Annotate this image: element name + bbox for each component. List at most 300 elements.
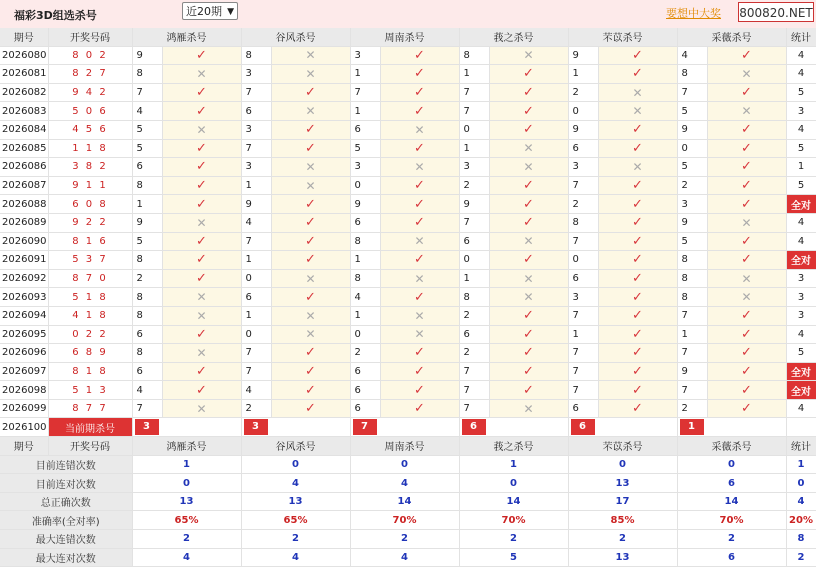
cross-icon: ✕ — [380, 120, 459, 139]
summary-row — [0, 530, 816, 549]
check-icon: ✓ — [707, 158, 786, 177]
kill-number-cell: 2 — [132, 269, 162, 288]
check-icon: ✓ — [271, 195, 350, 214]
check-icon: ✓ — [162, 381, 241, 400]
kill-number-cell: 0 — [677, 139, 707, 158]
stat-cell: 4 — [786, 65, 816, 84]
cross-icon: ✕ — [707, 288, 786, 307]
period-cell: 2026084 — [0, 120, 48, 139]
cross-icon: ✕ — [489, 288, 568, 307]
cross-icon: ✕ — [489, 399, 568, 418]
summary-value: 13 — [568, 548, 677, 567]
cross-icon: ✕ — [271, 269, 350, 288]
kill-number-cell: 3 — [677, 195, 707, 214]
summary-value: 2 — [350, 530, 459, 549]
table-row — [0, 269, 816, 288]
column-header-stat: 统计 — [786, 437, 816, 456]
cross-icon: ✕ — [380, 306, 459, 325]
kill-number-cell: 3 — [241, 120, 271, 139]
period-cell: 2026085 — [0, 139, 48, 158]
cross-icon: ✕ — [271, 46, 350, 65]
kill-number-cell: 9 — [459, 195, 489, 214]
cross-icon: ✕ — [271, 176, 350, 195]
current-kill-cell — [241, 418, 350, 437]
summary-label: 最大连对次数 — [0, 548, 132, 567]
check-icon: ✓ — [598, 46, 677, 65]
kill-number-cell: 0 — [459, 120, 489, 139]
check-icon: ✓ — [489, 251, 568, 270]
period-cell: 2026096 — [0, 344, 48, 363]
summary-label: 最大连错次数 — [0, 530, 132, 549]
summary-value: 70% — [459, 511, 568, 530]
kill-number-cell: 0 — [568, 251, 598, 270]
kill-number-cell: 7 — [241, 362, 271, 381]
draw-number-cell: 8 7 7 — [48, 399, 132, 418]
cross-icon: ✕ — [489, 46, 568, 65]
kill-number-cell: 8 — [677, 251, 707, 270]
kill-number-cell: 2 — [350, 344, 380, 363]
check-icon: ✓ — [162, 269, 241, 288]
check-icon: ✓ — [271, 399, 350, 418]
kill-number-cell: 2 — [568, 83, 598, 102]
check-icon: ✓ — [707, 195, 786, 214]
current-kill-badge: 1 — [680, 419, 704, 435]
stat-cell: 4 — [786, 232, 816, 251]
draw-number-cell: 9 1 1 — [48, 176, 132, 195]
kill-number-cell: 1 — [459, 139, 489, 158]
summary-row — [0, 548, 816, 567]
kill-number-cell: 7 — [241, 344, 271, 363]
check-icon: ✓ — [489, 306, 568, 325]
kill-number-cell: 7 — [568, 362, 598, 381]
kill-number-cell: 7 — [677, 381, 707, 400]
check-icon: ✓ — [380, 176, 459, 195]
check-icon: ✓ — [380, 288, 459, 307]
kill-number-cell: 6 — [132, 362, 162, 381]
check-icon: ✓ — [707, 46, 786, 65]
cross-icon: ✕ — [271, 158, 350, 177]
kill-number-cell: 9 — [568, 46, 598, 65]
stat-cell: 1 — [786, 158, 816, 177]
check-icon: ✓ — [489, 195, 568, 214]
kill-number-cell: 8 — [459, 288, 489, 307]
kill-number-cell: 6 — [350, 399, 380, 418]
cross-icon: ✕ — [707, 65, 786, 84]
check-icon: ✓ — [598, 399, 677, 418]
kill-number-cell: 6 — [350, 213, 380, 232]
cross-icon: ✕ — [162, 65, 241, 84]
summary-value: 14 — [350, 492, 459, 511]
kill-number-cell: 7 — [241, 139, 271, 158]
table-row — [0, 102, 816, 121]
column-header-kill: 采薇杀号 — [677, 437, 786, 456]
summary-value: 4 — [350, 474, 459, 493]
kill-number-cell: 5 — [677, 102, 707, 121]
summary-value: 85% — [568, 511, 677, 530]
kill-number-cell: 1 — [350, 306, 380, 325]
table-row — [0, 139, 816, 158]
period-cell: 2026093 — [0, 288, 48, 307]
cross-icon: ✕ — [598, 83, 677, 102]
summary-value: 0 — [132, 474, 241, 493]
summary-value: 2 — [241, 530, 350, 549]
check-icon: ✓ — [162, 176, 241, 195]
table-row — [0, 399, 816, 418]
current-kill-cell — [350, 418, 459, 437]
check-icon: ✓ — [162, 139, 241, 158]
summary-value: 4 — [241, 548, 350, 567]
cross-icon: ✕ — [489, 232, 568, 251]
draw-number-cell: 5 1 8 — [48, 288, 132, 307]
check-icon: ✓ — [598, 232, 677, 251]
period-cell: 2026091 — [0, 251, 48, 270]
kill-number-cell: 7 — [459, 102, 489, 121]
check-icon: ✓ — [271, 251, 350, 270]
kill-number-cell: 9 — [241, 195, 271, 214]
column-header-kill: 芣苡杀号 — [568, 28, 677, 46]
period-select[interactable] — [182, 2, 238, 20]
kill-number-cell: 6 — [568, 269, 598, 288]
kill-number-cell: 2 — [677, 399, 707, 418]
table-row — [0, 306, 816, 325]
kill-number-cell: 9 — [568, 120, 598, 139]
kill-number-cell: 7 — [568, 232, 598, 251]
check-icon: ✓ — [271, 213, 350, 232]
column-header-kill: 鸿雁杀号 — [132, 28, 241, 46]
cross-icon: ✕ — [380, 158, 459, 177]
kill-number-cell: 2 — [677, 176, 707, 195]
table-row — [0, 176, 816, 195]
check-icon: ✓ — [271, 362, 350, 381]
summary-value: 0 — [350, 455, 459, 474]
stat-cell: 全对 — [786, 251, 816, 270]
check-icon: ✓ — [162, 232, 241, 251]
stat-cell: 全对 — [786, 195, 816, 214]
kill-number-cell: 7 — [459, 381, 489, 400]
draw-number-cell: 4 5 6 — [48, 120, 132, 139]
kill-number-cell: 7 — [677, 83, 707, 102]
kill-number-cell: 3 — [350, 46, 380, 65]
current-period-cell: 2026100 — [0, 418, 48, 437]
kill-number-cell: 1 — [350, 251, 380, 270]
kill-number-cell: 0 — [241, 269, 271, 288]
summary-value: 13 — [568, 474, 677, 493]
table-row — [0, 381, 816, 400]
stat-cell: 3 — [786, 269, 816, 288]
current-kill-badge: 3 — [244, 419, 268, 435]
check-icon: ✓ — [380, 213, 459, 232]
check-icon: ✓ — [707, 176, 786, 195]
cross-icon: ✕ — [162, 344, 241, 363]
check-icon: ✓ — [271, 381, 350, 400]
kill-number-cell: 5 — [132, 232, 162, 251]
draw-number-cell: 5 1 3 — [48, 381, 132, 400]
current-kill-cell — [459, 418, 568, 437]
summary-value: 0 — [459, 474, 568, 493]
page-title: 福彩3D组选杀号 — [14, 9, 97, 22]
period-cell: 2026094 — [0, 306, 48, 325]
column-header-stat: 统计 — [786, 28, 816, 46]
draw-number-cell: 5 0 6 — [48, 102, 132, 121]
kill-number-cell: 2 — [459, 344, 489, 363]
check-icon: ✓ — [598, 176, 677, 195]
summary-row — [0, 474, 816, 493]
summary-value: 0 — [568, 455, 677, 474]
summary-row — [0, 492, 816, 511]
summary-stat: 1 — [786, 455, 816, 474]
period-cell: 2026087 — [0, 176, 48, 195]
kill-number-cell: 7 — [459, 362, 489, 381]
summary-stat: 0 — [786, 474, 816, 493]
cross-icon: ✕ — [271, 102, 350, 121]
kill-number-cell: 9 — [132, 213, 162, 232]
cross-icon: ✕ — [380, 232, 459, 251]
column-header-kill: 莪之杀号 — [459, 437, 568, 456]
cross-icon: ✕ — [489, 158, 568, 177]
kill-number-cell: 5 — [132, 139, 162, 158]
kill-number-cell: 7 — [459, 83, 489, 102]
check-icon: ✓ — [707, 399, 786, 418]
check-icon: ✓ — [380, 344, 459, 363]
stat-cell: 4 — [786, 46, 816, 65]
current-stat-cell — [786, 418, 816, 437]
kill-number-cell: 1 — [241, 306, 271, 325]
kill-number-cell: 7 — [568, 381, 598, 400]
summary-value: 17 — [568, 492, 677, 511]
kill-number-cell: 8 — [677, 288, 707, 307]
draw-number-cell: 9 4 2 — [48, 83, 132, 102]
draw-number-cell: 6 0 8 — [48, 195, 132, 214]
summary-value: 14 — [677, 492, 786, 511]
period-cell: 2026083 — [0, 102, 48, 121]
table-row — [0, 344, 816, 363]
kill-number-cell: 5 — [677, 232, 707, 251]
period-cell: 2026092 — [0, 269, 48, 288]
chevron-down-icon: ▼ — [227, 7, 234, 17]
table-row — [0, 213, 816, 232]
kill-number-cell: 4 — [132, 102, 162, 121]
kill-number-cell: 7 — [568, 344, 598, 363]
summary-value: 13 — [132, 492, 241, 511]
kill-number-cell: 3 — [568, 288, 598, 307]
kill-number-cell: 0 — [241, 325, 271, 344]
check-icon: ✓ — [271, 120, 350, 139]
check-icon: ✓ — [707, 232, 786, 251]
check-icon: ✓ — [489, 381, 568, 400]
kill-number-cell: 4 — [241, 381, 271, 400]
draw-number-cell: 8 1 6 — [48, 232, 132, 251]
cross-icon: ✕ — [707, 269, 786, 288]
kill-number-cell: 0 — [350, 176, 380, 195]
check-icon: ✓ — [380, 195, 459, 214]
current-kill-label: 当前期杀号 — [48, 418, 132, 437]
kill-number-cell: 8 — [459, 46, 489, 65]
summary-value: 65% — [132, 511, 241, 530]
kill-number-cell: 7 — [132, 83, 162, 102]
kill-number-cell: 7 — [459, 213, 489, 232]
kill-number-cell: 9 — [677, 213, 707, 232]
kill-number-cell: 2 — [459, 176, 489, 195]
check-icon: ✓ — [271, 139, 350, 158]
draw-number-cell: 6 8 9 — [48, 344, 132, 363]
draw-number-cell: 1 1 8 — [48, 139, 132, 158]
summary-label: 准确率(全对率) — [0, 511, 132, 530]
summary-value: 70% — [677, 511, 786, 530]
site-badge[interactable]: 800820.NET — [738, 2, 814, 22]
kill-number-cell: 7 — [568, 306, 598, 325]
column-header-kill: 采薇杀号 — [677, 28, 786, 46]
kill-number-cell: 6 — [350, 362, 380, 381]
check-icon: ✓ — [162, 362, 241, 381]
check-icon: ✓ — [598, 325, 677, 344]
cross-icon: ✕ — [271, 65, 350, 84]
check-icon: ✓ — [380, 399, 459, 418]
check-icon: ✓ — [598, 344, 677, 363]
check-icon: ✓ — [162, 158, 241, 177]
kill-number-cell: 6 — [350, 381, 380, 400]
stat-cell: 5 — [786, 139, 816, 158]
draw-number-cell: 4 1 8 — [48, 306, 132, 325]
kill-number-cell: 9 — [677, 362, 707, 381]
kill-number-cell: 8 — [350, 232, 380, 251]
column-header-period: 期号 — [0, 28, 48, 46]
period-cell: 2026089 — [0, 213, 48, 232]
column-header-kill: 鸿雁杀号 — [132, 437, 241, 456]
summary-label: 总正确次数 — [0, 492, 132, 511]
kill-number-cell: 3 — [350, 158, 380, 177]
check-icon: ✓ — [380, 83, 459, 102]
kill-number-cell: 1 — [677, 325, 707, 344]
check-icon: ✓ — [489, 176, 568, 195]
summary-stat: 20% — [786, 511, 816, 530]
draw-number-cell: 8 0 2 — [48, 46, 132, 65]
stat-cell: 全对 — [786, 362, 816, 381]
summary-stat: 8 — [786, 530, 816, 549]
period-cell: 2026082 — [0, 83, 48, 102]
check-icon: ✓ — [707, 306, 786, 325]
table-row — [0, 83, 816, 102]
summary-value: 2 — [459, 530, 568, 549]
kill-number-cell: 6 — [241, 102, 271, 121]
kill-number-cell: 7 — [459, 399, 489, 418]
check-icon: ✓ — [598, 195, 677, 214]
kill-number-cell: 3 — [459, 158, 489, 177]
kill-number-cell: 8 — [568, 213, 598, 232]
summary-value: 0 — [677, 455, 786, 474]
cross-icon: ✕ — [598, 158, 677, 177]
summary-value: 1 — [459, 455, 568, 474]
cross-icon: ✕ — [162, 399, 241, 418]
kill-number-cell: 6 — [568, 139, 598, 158]
top-bar — [0, 0, 816, 29]
kill-number-cell: 0 — [350, 325, 380, 344]
kill-number-cell: 1 — [132, 195, 162, 214]
check-icon: ✓ — [598, 139, 677, 158]
summary-stat: 2 — [786, 548, 816, 567]
check-icon: ✓ — [162, 83, 241, 102]
check-icon: ✓ — [707, 120, 786, 139]
kill-number-cell: 1 — [568, 65, 598, 84]
kill-number-cell: 6 — [241, 288, 271, 307]
cross-icon: ✕ — [271, 306, 350, 325]
check-icon: ✓ — [707, 325, 786, 344]
period-cell: 2026090 — [0, 232, 48, 251]
kill-number-cell: 8 — [132, 251, 162, 270]
period-cell: 2026098 — [0, 381, 48, 400]
summary-value: 2 — [132, 530, 241, 549]
draw-number-cell: 8 2 7 — [48, 65, 132, 84]
draw-number-cell: 0 2 2 — [48, 325, 132, 344]
check-icon: ✓ — [707, 362, 786, 381]
summary-value: 4 — [350, 548, 459, 567]
current-kill-badge: 3 — [135, 419, 159, 435]
kill-number-cell: 5 — [350, 139, 380, 158]
summary-value: 4 — [132, 548, 241, 567]
column-header-kill: 莪之杀号 — [459, 28, 568, 46]
kill-number-cell: 8 — [132, 344, 162, 363]
cross-icon: ✕ — [162, 213, 241, 232]
header-row — [0, 437, 816, 456]
table-row — [0, 288, 816, 307]
kill-number-cell: 7 — [241, 232, 271, 251]
kill-number-cell: 6 — [132, 158, 162, 177]
kill-number-cell: 6 — [459, 232, 489, 251]
check-icon: ✓ — [598, 381, 677, 400]
stat-cell: 5 — [786, 344, 816, 363]
check-icon: ✓ — [380, 139, 459, 158]
kill-number-cell: 8 — [241, 46, 271, 65]
summary-row — [0, 511, 816, 530]
summary-label: 目前连对次数 — [0, 474, 132, 493]
check-icon: ✓ — [271, 344, 350, 363]
kill-number-cell: 1 — [568, 325, 598, 344]
period-cell: 2026086 — [0, 158, 48, 177]
kill-number-cell: 0 — [568, 102, 598, 121]
column-header-kill: 周南杀号 — [350, 437, 459, 456]
summary-value: 2 — [568, 530, 677, 549]
summary-value: 13 — [241, 492, 350, 511]
check-icon: ✓ — [707, 83, 786, 102]
stat-cell: 4 — [786, 120, 816, 139]
check-icon: ✓ — [598, 306, 677, 325]
kill-number-cell: 3 — [568, 158, 598, 177]
check-icon: ✓ — [380, 102, 459, 121]
stat-cell: 3 — [786, 288, 816, 307]
summary-value: 2 — [677, 530, 786, 549]
draw-number-cell: 8 7 0 — [48, 269, 132, 288]
check-icon: ✓ — [162, 102, 241, 121]
current-kill-cell — [132, 418, 241, 437]
cross-icon: ✕ — [489, 139, 568, 158]
kill-number-cell: 2 — [241, 399, 271, 418]
table-row — [0, 251, 816, 270]
summary-value: 1 — [132, 455, 241, 474]
kill-number-cell: 5 — [132, 120, 162, 139]
kill-number-cell: 9 — [350, 195, 380, 214]
kill-number-cell: 4 — [350, 288, 380, 307]
kill-number-cell: 7 — [132, 399, 162, 418]
check-icon: ✓ — [380, 251, 459, 270]
kill-number-cell: 6 — [568, 399, 598, 418]
kill-number-cell: 8 — [132, 288, 162, 307]
column-header-kill: 谷风杀号 — [241, 28, 350, 46]
kill-number-cell: 8 — [677, 269, 707, 288]
column-header-code: 开奖号码 — [48, 28, 132, 46]
check-icon: ✓ — [707, 344, 786, 363]
check-icon: ✓ — [489, 213, 568, 232]
check-icon: ✓ — [598, 362, 677, 381]
promo-link[interactable]: 要想中大奖 — [666, 7, 721, 20]
